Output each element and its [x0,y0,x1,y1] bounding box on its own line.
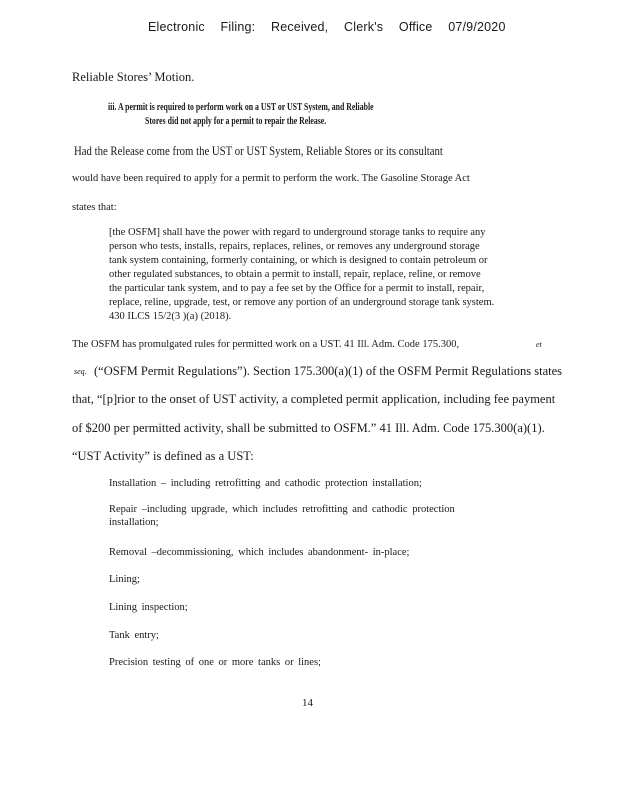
paragraph-line: (“OSFM Permit Regulations”). Section 175.300(a)(1) of the OSFM Permit Regulations states [94,364,563,378]
section-heading: iii. A permit is required to perform work on a UST or UST System, and Reliable [108,102,374,113]
list-item: Repair –including upgrade, which includes retrofitting and cathodic protection [109,504,455,515]
paragraph-line: Reliable Stores’ Motion. [72,70,195,84]
paragraph-line-italic: et [536,340,542,349]
paragraph-line: “UST Activity” is defined as a UST: [72,449,254,463]
block-quote-line: other regulated substances, to obtain a permit to install, repair, replace, reline, or remove [109,269,481,280]
paragraph-line: of $200 per permitted activity, shall be submitted to OSFM.” 41 Ill. Adm. Code 175.300(a)(1). [72,421,545,435]
list-item: Removal –decommissioning, which includes abandonment- in-place; [109,547,410,558]
list-item: installation; [109,517,159,528]
block-quote-line: tank system containing, formerly containing, or which is designed to contain petroleum or [109,255,488,266]
section-heading: Stores did not apply for a permit to repair the Release. [145,116,327,127]
block-quote-line: the particular tank system, and to pay a fee set by the Office for a permit to install, repair, [109,283,485,294]
paragraph-line: states that: [72,202,117,213]
paragraph-line: The OSFM has promulgated rules for permitted work on a UST. 41 Ill. Adm. Code 175.300, [72,339,460,350]
block-quote-line: person who tests, installs, repairs, replaces, relines, or removes any underground storage [109,241,480,252]
block-quote-line: [the OSFM] shall have the power with regard to underground storage tanks to require any [109,227,486,238]
list-item: Installation – including retrofitting and cathodic protection installation; [109,478,422,489]
paragraph-line: would have been required to apply for a permit to perform the work. The Gasoline Storage Act [72,173,470,184]
paragraph-line: that, “[p]rior to the onset of UST activity, a completed permit application, including fee payment [72,392,556,406]
list-item: Precision testing of one or more tanks or lines; [109,657,321,668]
page-number: 14 [302,697,313,709]
list-item: Tank entry; [109,630,159,641]
paragraph-line: Had the Release come from the UST or UST System, Reliable Stores or its consultant [74,144,443,158]
paragraph-line-italic: seq. [74,367,87,376]
block-quote-line: replace, reline, upgrade, test, or remove any portion of an underground storage tank system. [109,297,495,308]
list-item: Lining inspection; [109,602,188,613]
list-item: Lining; [109,574,140,585]
filing-stamp: Electronic Filing: Received, Clerk's Office 07/9/2020 [148,20,506,34]
block-quote-citation: 430 ILCS 15/2(3 )(a) (2018). [109,311,232,322]
